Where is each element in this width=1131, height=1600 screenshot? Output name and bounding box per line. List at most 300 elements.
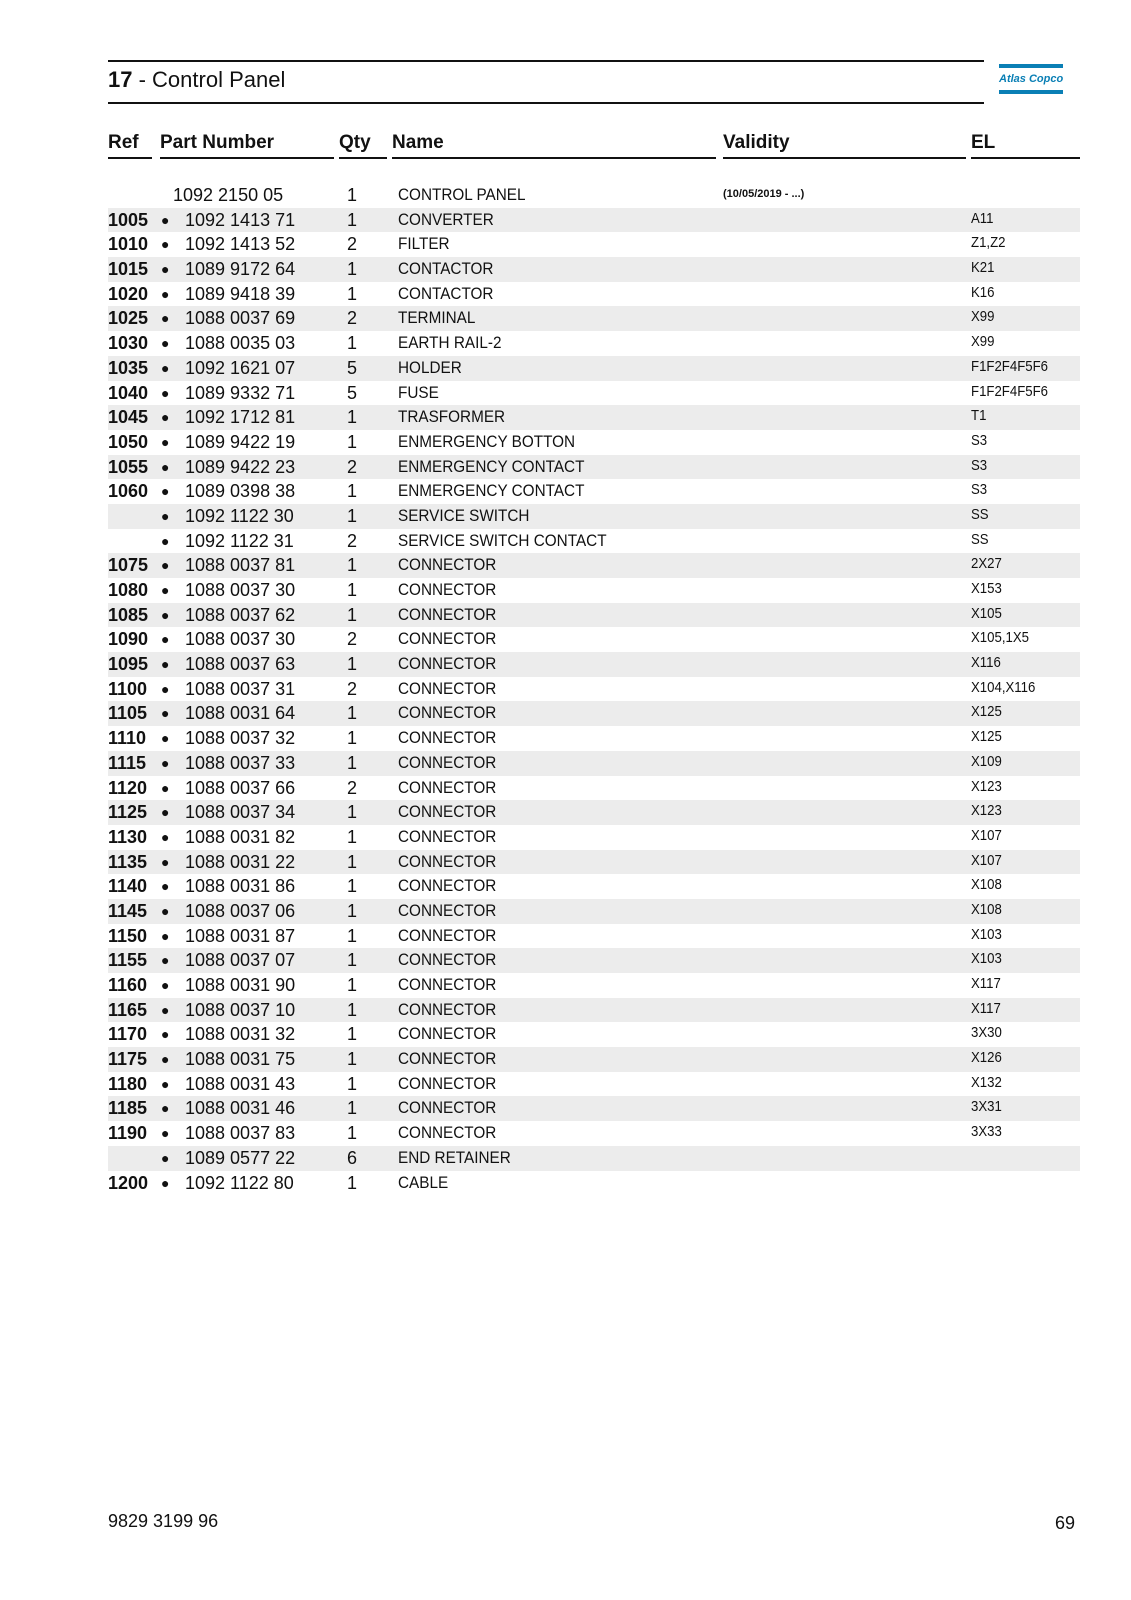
ref-cell: 1175 <box>108 1049 148 1070</box>
el-cell: X104,X116 <box>971 678 1036 696</box>
part-number-cell: 1088 0031 46 <box>185 1098 296 1119</box>
part-number-cell: 1092 1621 07 <box>185 357 296 378</box>
part-number-cell: 1088 0035 03 <box>185 333 296 354</box>
qty-cell: 1 <box>346 431 357 452</box>
ref-cell: 1055 <box>108 456 149 477</box>
ref-cell: 1110 <box>108 728 147 749</box>
part-number-cell: 1088 0037 66 <box>185 777 296 798</box>
logo-bar-top <box>999 64 1063 68</box>
part-number-cell: 1088 0037 32 <box>185 728 296 749</box>
part-number-cell: 1088 0031 87 <box>185 925 296 946</box>
el-cell: 3X31 <box>971 1098 1002 1116</box>
bullet-icon: ● <box>161 557 170 574</box>
qty-cell: 1 <box>346 654 357 675</box>
name-cell: TERMINAL <box>398 308 476 328</box>
bullet-icon: ● <box>161 1001 170 1018</box>
part-number-cell: 1088 0037 33 <box>185 752 296 773</box>
qty-cell: 1 <box>346 975 357 995</box>
el-cell: X125 <box>971 728 1002 746</box>
qty-cell: 1 <box>346 703 357 724</box>
el-cell: S3 <box>971 431 988 449</box>
table-row <box>108 331 1080 356</box>
bullet-icon: ● <box>161 631 170 648</box>
document-number: 9829 3199 96 <box>108 1511 219 1531</box>
bullet-icon: ● <box>161 532 170 549</box>
qty-cell: 1 <box>346 580 357 600</box>
name-cell: SERVICE SWITCH <box>398 505 530 525</box>
name-cell: CONNECTOR <box>398 728 497 748</box>
table-row <box>108 874 1080 899</box>
header-el: EL <box>971 132 996 153</box>
el-cell: X99 <box>971 308 995 326</box>
ref-cell: 1170 <box>108 1024 148 1045</box>
name-cell: CONNECTOR <box>398 678 497 698</box>
bullet-icon: ● <box>161 1174 170 1191</box>
el-cell: X123 <box>971 802 1002 820</box>
part-number-cell: 1088 0031 90 <box>185 975 296 995</box>
bullet-icon: ● <box>161 285 170 302</box>
table-row <box>108 899 1080 924</box>
bullet-icon: ● <box>161 804 170 821</box>
part-number-cell: 1088 0037 30 <box>185 580 296 600</box>
ref-cell: 1010 <box>108 234 149 255</box>
table-row <box>108 701 1080 726</box>
ref-cell: 1145 <box>108 900 148 921</box>
ref-cell: 1085 <box>108 604 149 625</box>
table-row <box>108 973 1080 998</box>
qty-cell: 1 <box>346 1123 357 1144</box>
qty-cell: 1 <box>346 283 357 304</box>
ref-cell: 1025 <box>108 308 149 329</box>
el-cell: F1F2F4F5F6 <box>971 357 1049 375</box>
el-cell: SS <box>971 530 989 548</box>
qty-cell: 1 <box>346 802 357 823</box>
el-cell: 3X33 <box>971 1123 1002 1141</box>
el-cell: X108 <box>971 876 1002 894</box>
bullet-icon: ● <box>161 335 170 352</box>
table-row <box>108 430 1080 455</box>
part-number-cell: 1088 0037 62 <box>185 604 296 625</box>
name-cell: CONNECTOR <box>398 1098 497 1118</box>
part-number-cell: 1089 9422 19 <box>185 431 296 452</box>
part-number-cell: 1092 1122 31 <box>185 530 294 551</box>
ref-cell: 1185 <box>108 1098 148 1119</box>
part-number-cell: 1089 9332 71 <box>185 382 296 403</box>
name-cell: END RETAINER <box>398 1147 511 1167</box>
header-name: Name <box>392 132 444 153</box>
table-row <box>108 825 1080 850</box>
ref-cell: 1105 <box>108 703 148 724</box>
name-cell: CONNECTOR <box>398 629 497 649</box>
ref-cell: 1035 <box>108 357 149 378</box>
header-rule <box>339 157 387 159</box>
bullet-icon: ● <box>161 483 170 500</box>
name-cell: CONNECTOR <box>398 802 497 822</box>
table-row <box>108 356 1080 381</box>
el-cell: X132 <box>971 1073 1002 1091</box>
el-cell: X123 <box>971 777 1002 795</box>
name-cell: CONNECTOR <box>398 555 497 575</box>
part-number-cell: 1092 2150 05 <box>173 185 284 205</box>
bullet-icon: ● <box>161 902 170 919</box>
qty-cell: 1 <box>346 407 357 428</box>
el-cell: A11 <box>971 209 994 227</box>
bullet-icon: ● <box>161 310 170 327</box>
bullet-icon: ● <box>161 656 170 673</box>
el-cell: X116 <box>971 654 1001 672</box>
part-number-cell: 1092 1122 30 <box>185 505 294 526</box>
bullet-icon: ● <box>161 828 170 845</box>
header-qty: Qty <box>339 132 371 153</box>
ref-cell: 1125 <box>108 802 148 823</box>
ref-cell: 1150 <box>108 925 148 946</box>
qty-cell: 1 <box>346 185 357 205</box>
ref-cell: 1140 <box>108 876 148 897</box>
part-number-cell: 1089 0398 38 <box>185 481 296 502</box>
bullet-icon: ● <box>161 1100 170 1117</box>
bullet-icon: ● <box>161 261 170 278</box>
qty-cell: 1 <box>346 481 357 502</box>
name-cell: CONNECTOR <box>398 752 497 772</box>
part-number-cell: 1088 0031 32 <box>185 1024 296 1045</box>
header-rule <box>723 157 966 159</box>
bullet-icon: ● <box>161 458 170 475</box>
el-cell: S3 <box>971 481 988 499</box>
table-row <box>108 504 1080 529</box>
ref-cell: 1005 <box>108 209 149 230</box>
bullet-icon: ● <box>161 853 170 870</box>
table-row <box>108 726 1080 751</box>
name-cell: CONNECTOR <box>398 876 497 896</box>
table-row <box>108 479 1080 504</box>
ref-cell: 1030 <box>108 333 149 354</box>
logo-text: Atlas Copco <box>999 73 1064 85</box>
qty-cell: 1 <box>346 209 357 230</box>
qty-cell: 1 <box>346 728 357 749</box>
name-cell: ENMERGENCY CONTACT <box>398 456 585 476</box>
name-cell: CONNECTOR <box>398 826 497 846</box>
qty-cell: 1 <box>346 505 357 526</box>
ref-cell: 1135 <box>108 851 148 872</box>
table-row <box>108 455 1080 480</box>
table-row <box>108 1171 1080 1196</box>
qty-cell: 6 <box>346 1147 357 1168</box>
qty-cell: 2 <box>346 629 357 650</box>
ref-cell: 1075 <box>108 555 149 576</box>
bullet-icon: ● <box>161 1051 170 1068</box>
part-number-cell: 1089 9172 64 <box>185 259 296 280</box>
name-cell: CONNECTOR <box>398 604 497 624</box>
ref-cell: 1040 <box>108 382 149 403</box>
header-rule <box>392 157 716 159</box>
el-cell: X105 <box>971 604 1002 622</box>
name-cell: FUSE <box>398 382 439 402</box>
ref-cell: 1090 <box>108 629 149 650</box>
ref-cell: 1080 <box>108 580 149 600</box>
table-row <box>108 652 1080 677</box>
name-cell: CONTROL PANEL <box>398 185 526 204</box>
table-row <box>108 751 1080 776</box>
logo-bar-bottom <box>999 90 1063 94</box>
qty-cell: 2 <box>346 530 357 551</box>
name-cell: CONNECTOR <box>398 580 497 599</box>
ref-cell: 1100 <box>108 678 148 699</box>
part-number-cell: 1092 1413 71 <box>185 209 296 230</box>
el-cell: SS <box>971 505 989 523</box>
el-cell: X117 <box>971 975 1001 992</box>
bullet-icon: ● <box>161 705 170 722</box>
part-number-cell: 1088 0037 69 <box>185 308 296 329</box>
bullet-icon: ● <box>161 359 170 376</box>
table-row <box>108 1146 1080 1171</box>
name-cell: CONNECTOR <box>398 654 497 674</box>
part-number-cell: 1089 0577 22 <box>185 1147 296 1168</box>
ref-cell: 1050 <box>108 431 149 452</box>
name-cell: CONNECTOR <box>398 851 497 871</box>
ref-cell: 1020 <box>108 283 149 304</box>
el-cell: F1F2F4F5F6 <box>971 382 1049 400</box>
bullet-icon: ● <box>161 409 170 426</box>
el-cell: X126 <box>971 1049 1002 1067</box>
qty-cell: 1 <box>346 1098 357 1119</box>
ref-cell: 1130 <box>108 826 148 847</box>
ref-cell: 1180 <box>108 1073 148 1094</box>
name-cell: CONNECTOR <box>398 975 497 994</box>
name-cell: SERVICE SWITCH CONTACT <box>398 530 607 550</box>
el-cell: X125 <box>971 703 1002 721</box>
bullet-icon: ● <box>161 779 170 796</box>
table-row <box>108 677 1080 702</box>
name-cell: CONNECTOR <box>398 1073 497 1093</box>
qty-cell: 1 <box>346 604 357 625</box>
table-row <box>108 1022 1080 1047</box>
bullet-icon: ● <box>161 1075 170 1092</box>
bullet-icon: ● <box>161 1149 170 1166</box>
name-cell: CONTACTOR <box>398 283 494 303</box>
bullet-icon: ● <box>161 433 170 450</box>
section-header <box>108 60 984 104</box>
table-row <box>108 1047 1080 1072</box>
bullet-icon: ● <box>161 878 170 895</box>
page-title <box>108 67 285 93</box>
header-rule <box>971 157 1080 159</box>
el-cell: S3 <box>971 456 988 474</box>
name-cell: ENMERGENCY CONTACT <box>398 481 585 501</box>
name-cell: FILTER <box>398 234 450 254</box>
ref-cell: 1115 <box>108 752 147 773</box>
part-number-cell: 1088 0037 81 <box>185 555 296 576</box>
bullet-icon: ● <box>161 952 170 969</box>
section-number: 17 <box>108 67 133 92</box>
bullet-icon: ● <box>161 1125 170 1142</box>
name-cell: CONNECTOR <box>398 1123 497 1143</box>
ref-cell: 1095 <box>108 654 149 675</box>
bullet-icon: ● <box>161 507 170 524</box>
qty-cell: 1 <box>346 999 357 1020</box>
qty-cell: 5 <box>346 382 357 403</box>
table-row <box>108 998 1080 1023</box>
el-cell: X107 <box>971 851 1002 869</box>
qty-cell: 1 <box>346 1073 357 1094</box>
bullet-icon: ● <box>161 927 170 944</box>
qty-cell: 2 <box>346 308 357 329</box>
ref-cell: 1160 <box>108 975 148 995</box>
column-headers <box>108 130 1080 158</box>
name-cell: CONNECTOR <box>398 1024 497 1044</box>
table-row <box>108 578 1080 603</box>
el-cell: K16 <box>971 283 995 301</box>
qty-cell: 1 <box>346 950 357 971</box>
table-row <box>108 850 1080 875</box>
bullet-icon: ● <box>161 211 170 228</box>
table-row <box>108 800 1080 825</box>
header-ref: Ref <box>108 132 139 153</box>
name-cell: CONNECTOR <box>398 777 497 797</box>
ref-cell: 1060 <box>108 481 149 502</box>
name-cell: CONVERTER <box>398 209 494 229</box>
qty-cell: 1 <box>346 1024 357 1045</box>
bullet-icon: ● <box>161 606 170 623</box>
qty-cell: 1 <box>346 876 357 897</box>
bullet-icon: ● <box>161 977 170 993</box>
bullet-icon: ● <box>161 754 170 771</box>
el-cell: X99 <box>971 333 995 351</box>
table-row <box>108 282 1080 307</box>
bullet-icon: ● <box>161 236 170 253</box>
qty-cell: 1 <box>346 925 357 946</box>
qty-cell: 1 <box>346 900 357 921</box>
el-cell: 2X27 <box>971 555 1002 573</box>
table-row <box>108 776 1080 801</box>
header-part-number: Part Number <box>160 132 275 153</box>
table-row <box>108 924 1080 949</box>
bullet-icon: ● <box>161 730 170 747</box>
ref-cell: 1165 <box>108 999 148 1020</box>
atlas-copco-logo <box>999 64 1063 94</box>
table-row <box>108 553 1080 578</box>
table-row <box>108 208 1080 233</box>
qty-cell: 1 <box>346 333 357 354</box>
qty-cell: 1 <box>346 1049 357 1070</box>
el-cell: 3X30 <box>971 1024 1002 1042</box>
ref-cell: 1200 <box>108 1172 149 1193</box>
name-cell: CONNECTOR <box>398 999 497 1019</box>
header-rule <box>160 157 334 159</box>
ref-cell: 1120 <box>108 777 148 798</box>
table-row <box>108 1072 1080 1097</box>
validity-cell: (10/05/2019 - ...) <box>723 188 805 200</box>
table-row <box>108 232 1080 257</box>
table-row <box>108 948 1080 973</box>
part-number-cell: 1088 0037 34 <box>185 802 296 823</box>
el-cell: T1 <box>971 407 987 425</box>
header-validity: Validity <box>723 132 790 153</box>
table-row <box>108 1096 1080 1121</box>
page-number: 69 <box>1055 1513 1076 1533</box>
el-cell: X107 <box>971 826 1002 844</box>
qty-cell: 1 <box>346 826 357 847</box>
part-number-cell: 1092 1413 52 <box>185 234 296 255</box>
name-cell: CABLE <box>398 1172 449 1192</box>
part-number-cell: 1089 9418 39 <box>185 283 296 304</box>
qty-cell: 1 <box>346 752 357 773</box>
qty-cell: 5 <box>346 357 357 378</box>
part-number-cell: 1088 0037 06 <box>185 900 296 921</box>
part-number-cell: 1088 0031 75 <box>185 1049 296 1070</box>
part-number-cell: 1088 0031 43 <box>185 1073 296 1094</box>
el-cell: X103 <box>971 925 1002 943</box>
table-row <box>108 306 1080 331</box>
ref-cell: 1190 <box>108 1123 148 1144</box>
name-cell: TRASFORMER <box>398 407 506 427</box>
qty-cell: 2 <box>346 456 357 477</box>
name-cell: CONNECTOR <box>398 925 497 945</box>
part-number-cell: 1088 0031 22 <box>185 851 296 872</box>
part-number-cell: 1088 0037 83 <box>185 1123 296 1144</box>
section-title: - Control Panel <box>132 67 286 92</box>
part-number-cell: 1092 1122 80 <box>185 1172 294 1193</box>
table-row <box>108 627 1080 652</box>
name-cell: EARTH RAIL-2 <box>398 333 502 353</box>
table-row <box>108 529 1080 554</box>
part-number-cell: 1088 0037 30 <box>185 629 296 650</box>
name-cell: CONNECTOR <box>398 703 497 723</box>
el-cell: X105,1X5 <box>971 629 1029 647</box>
ref-cell: 1155 <box>108 950 148 971</box>
el-cell: K21 <box>971 259 995 277</box>
part-number-cell: 1088 0037 07 <box>185 950 296 971</box>
el-cell: X117 <box>971 999 1001 1017</box>
bullet-icon: ● <box>161 582 170 598</box>
table-row <box>108 257 1080 282</box>
el-cell: X109 <box>971 752 1002 770</box>
name-cell: CONNECTOR <box>398 950 497 970</box>
table-row <box>108 183 1080 208</box>
part-number-cell: 1088 0031 86 <box>185 876 296 897</box>
table-row <box>108 405 1080 430</box>
el-cell: X153 <box>971 580 1002 597</box>
name-cell: ENMERGENCY BOTTON <box>398 431 576 451</box>
qty-cell: 1 <box>346 555 357 576</box>
el-cell: X108 <box>971 900 1002 918</box>
table-row <box>108 1121 1080 1146</box>
part-number-cell: 1092 1712 81 <box>185 407 296 428</box>
part-number-cell: 1089 9422 23 <box>185 456 296 477</box>
qty-cell: 2 <box>346 777 357 798</box>
part-number-cell: 1088 0037 10 <box>185 999 296 1020</box>
bullet-icon: ● <box>161 1026 170 1043</box>
part-number-cell: 1088 0037 63 <box>185 654 296 675</box>
ref-cell: 1045 <box>108 407 149 428</box>
name-cell: HOLDER <box>398 357 462 377</box>
part-number-cell: 1088 0031 64 <box>185 703 296 724</box>
bullet-icon: ● <box>161 680 170 697</box>
part-number-cell: 1088 0031 82 <box>185 826 296 847</box>
el-cell: Z1,Z2 <box>971 234 1006 252</box>
el-cell: X103 <box>971 950 1002 968</box>
table-row <box>108 603 1080 628</box>
name-cell: CONNECTOR <box>398 900 497 920</box>
qty-cell: 2 <box>346 678 357 699</box>
header-rule <box>108 157 152 159</box>
qty-cell: 1 <box>346 851 357 872</box>
bullet-icon: ● <box>161 384 170 401</box>
qty-cell: 2 <box>346 234 357 255</box>
name-cell: CONTACTOR <box>398 259 494 279</box>
name-cell: CONNECTOR <box>398 1049 497 1069</box>
parts-table <box>108 183 1080 1195</box>
qty-cell: 1 <box>346 259 357 280</box>
